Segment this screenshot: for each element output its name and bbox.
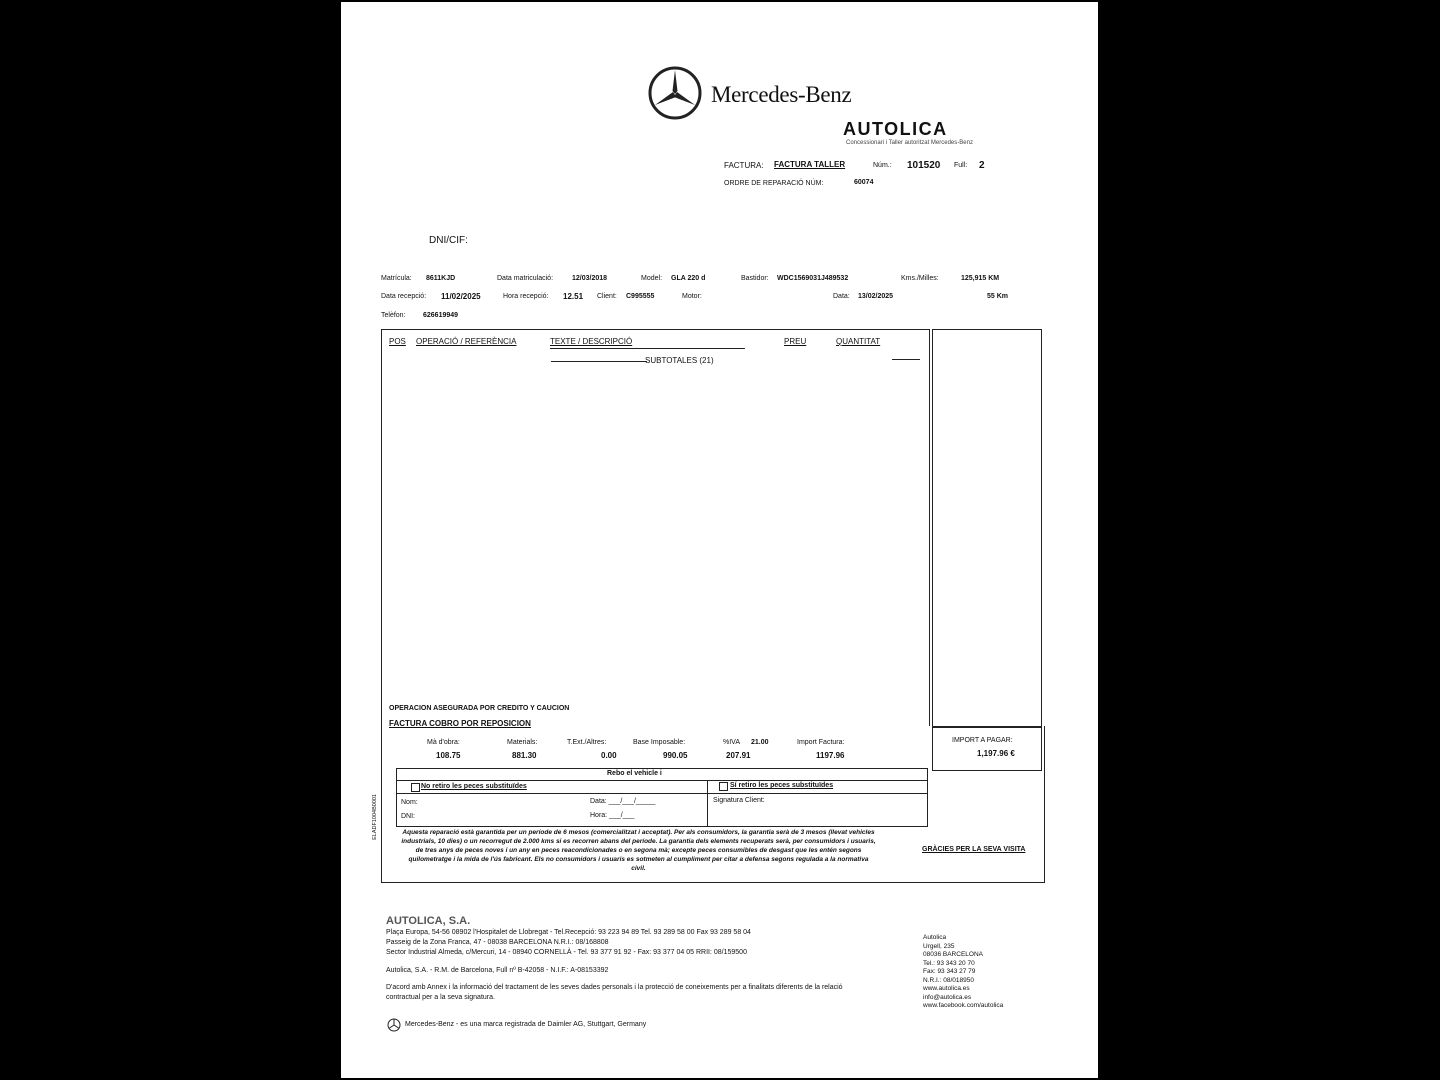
footer-right-0: Autolica [923,934,947,941]
ma-obra-value: 108.75 [436,751,461,760]
footer-company: AUTOLICA, S.A. [386,915,471,927]
kms-value: 125,915 KM [961,275,1000,282]
credit-note: OPERACION ASEGURADA POR CREDITO Y CAUCION [389,705,570,712]
side-code: ELADF1004B0001 [372,794,378,840]
si-retiro-checkbox[interactable] [719,782,728,791]
text-col-underline [550,348,745,349]
col-pos: POS [389,337,406,346]
footer-line-3: Sector Industrial Almeda, c/Mercuri, 14 - 08940 CORNELLÀ - Tel. 93 377 91 92 - Fax: 93 377 04 05 RRII: 08/159500 [386,949,747,956]
thanks-text: GRÀCIES PER LA SEVA VISITA [922,846,1026,853]
footer-line-6: Mercedes-Benz - es una marca registrada de Daimler AG, Stuttgart, Germany [405,1021,647,1028]
receipt-divider-2 [396,793,928,794]
model-value: GLA 220 d [671,275,706,282]
data-matric-label: Data matriculació: [497,275,554,282]
footer-right-block [923,934,1003,1011]
footer-right-2: 08036 BARCELONA [923,951,983,958]
invoice-type: FACTURA TALLER [774,160,846,169]
motor-label: Motor: [682,293,702,300]
invoice-page [341,2,1098,1078]
iva-label: %IVA [723,739,740,746]
data-recepcio-label: Data recepció: [381,293,427,300]
footer-right-3: Tel.: 93 343 20 70 [923,959,975,967]
no-retiro-checkbox[interactable] [411,783,420,792]
footer-right-7: info@autolica.es [923,993,972,1001]
col-preu: PREU [784,337,807,346]
import-label: Import Factura: [797,739,845,746]
receipt-hour-label: Hora: ___/___ [590,812,635,819]
footer-right-8: www.facebook.com/autolica [923,1002,1004,1009]
reposicion-note: FACTURA COBRO POR REPOSICION [389,719,531,728]
extra-km-value: 55 Km [987,293,1009,300]
col-quantitat: QUANTITAT [836,337,881,346]
ma-obra-label: Mà d'obra: [427,739,460,746]
iva-pct: 21.00 [751,739,769,746]
materials-label: Materials: [507,739,538,746]
mercedes-star-small-icon [387,1018,401,1032]
base-value: 990.05 [663,751,688,760]
data-recepcio-value: 11/02/2025 [441,292,481,301]
subtotal-label: SUBTOTALES (21) [645,356,714,365]
nom-label: Nom: [401,799,418,806]
brand-name: Mercedes-Benz [711,82,852,107]
invoice-label: FACTURA: [724,161,764,170]
totals-side-box [932,329,1042,771]
dni-label: DNI/CIF: [429,235,468,246]
t-ext-label: T.Ext./Altres: [567,739,607,746]
receipt-vdivider [707,780,708,827]
telefon-value: 626619949 [423,312,459,319]
no-retiro-label: No retiro les peces substituïdes [421,783,527,790]
footer-line-1: Plaça Europa, 54-56 08902 l'Hospitalet de Llobregat - Tel.Recepció: 93 223 94 89 Tel. 93 289 58 00 Fax 93 289 58 04 [386,929,751,936]
receipt-divider-1 [396,780,928,781]
receipt-box [396,768,928,827]
footer-right-5: N.R.I.: 08/018950 [923,976,974,984]
import-value: 1197.96 [816,751,845,760]
base-label: Base Imposable: [633,739,686,746]
hora-label: Hora recepció: [503,293,549,300]
num-label: Núm.: [873,162,892,169]
client-value: C995555 [626,293,655,300]
data-matric-value: 12/03/2018 [572,275,608,282]
invoice-lines-box [381,329,930,726]
t-ext-value: 0.00 [601,751,617,760]
footer-line-5: D'acord amb Annex i la informació del tractament de les seves dades personals i la protecció de coneixements per a finalitats diferents de la relació contractual per a la seva signatura. [386,984,843,1001]
dealer-name: AUTOLICA [843,119,948,139]
client-label: Client: [597,293,617,300]
receipt-date-label: Data: ___/___/_____ [590,798,656,805]
footer-line-2: Passeig de la Zona Franca, 47 - 08038 BARCELONA N.R.I.: 08/168808 [386,939,609,946]
subtotal-arrow-line [551,361,647,362]
footer-line-4: Autolica, S.A. - R.M. de Barcelona, Full nº B-42058 - N.I.F.: A-08153392 [386,967,609,974]
data-value: 13/02/2025 [858,293,894,300]
pagar-value: 1,197.96 € [977,749,1015,758]
model-label: Model: [641,275,663,282]
bastidor-label: Bastidor: [741,275,769,282]
materials-value: 881.30 [512,751,537,760]
subtotal-mark [892,359,920,360]
order-number: 60074 [854,179,874,186]
full-value: 2 [979,160,985,171]
warranty-text: Aquesta reparació està garantida per un període de 6 mesos (comercialitzat i acceptat). Per als consumidors, la garantia serà de 3 mesos (llevat vehicles industrials, 10 dies) o un recorregut de 2.000 kms si es recorren abans del període. La garantia dels elements recuperats serà, per consumidors i usuaris, de tres anys de peces noves i un any en peces reacondicionades o en segona mà; excepte peces consumibles de desgast que les entén segons quilometratge i la mida de l'ús fabricant. Els no consumidors i usuaris es sotmeten al cumpliment per citar a defensa segons regulada a la normativa civil. [401,829,876,872]
kms-label: Kms./Milles: [901,275,939,282]
footer-right-1: Urgell, 235 [923,942,955,950]
pagar-label: IMPORT A PAGAR: [952,737,1013,744]
dealer-tagline: Concessionari i Taller autoritzat Mercedes-Benz [846,140,973,146]
col-ref: OPERACIÓ / REFERÈNCIA [416,337,517,346]
full-label: Full: [954,162,968,169]
si-retiro-label: Sí retiro les peces substituïdes [730,782,834,789]
footer-right-4: Fax: 93 343 27 79 [923,968,976,975]
invoice-number: 101520 [907,160,941,171]
matricula-label: Matrícula: [381,275,412,282]
receipt-title: Rebo el vehicle i [607,770,662,777]
order-label: ORDRE DE REPARACIÓ NÚM: [724,180,824,187]
signature-label: Signatura Client: [713,797,765,804]
matricula-value: 8611KJD [426,275,456,282]
dni-receipt-label: DNI: [401,813,415,820]
iva-value: 207.91 [726,751,751,760]
col-text: TEXTE / DESCRIPCIÓ [550,337,633,346]
telefon-label: Telèfon: [381,312,406,319]
footer-right-6: www.autolica.es [923,985,970,992]
hora-value: 12.51 [563,292,584,301]
bastidor-value: WDC1569031J489532 [777,275,849,282]
data-label: Data: [833,293,850,300]
mercedes-star-logo [646,64,704,122]
